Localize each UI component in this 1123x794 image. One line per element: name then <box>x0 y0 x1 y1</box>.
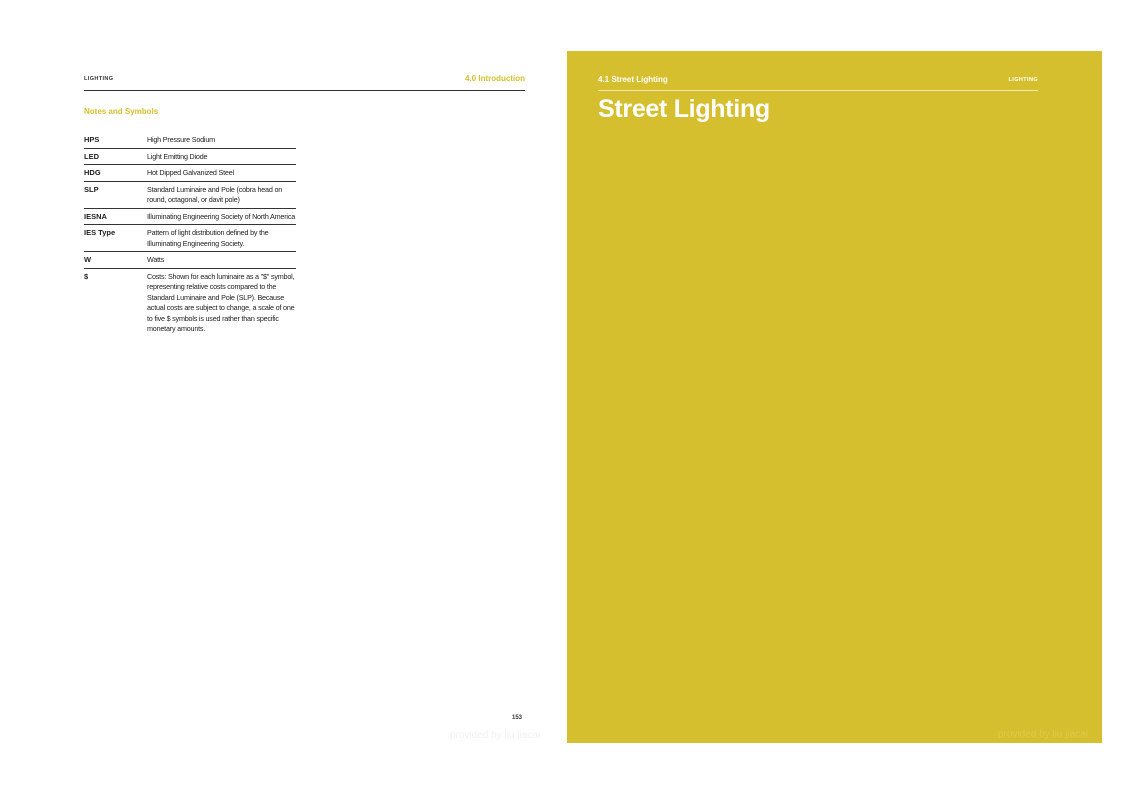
symbol-abbreviation: IESNA <box>84 211 107 221</box>
watermark: provided by liu jiacai <box>450 730 541 741</box>
table-row <box>84 252 296 269</box>
symbol-abbreviation: HPS <box>84 135 100 144</box>
symbol-abbreviation: HDG <box>84 168 101 177</box>
symbol-definition: Watts <box>147 255 165 264</box>
table-row <box>84 225 296 252</box>
symbol-definition: Standard Luminaire and Pole (cobra head on round, octagonal, or davit pole) <box>147 184 283 204</box>
symbol-abbreviation: $ <box>84 271 89 281</box>
table-row <box>84 209 296 226</box>
page-title: Street Lighting <box>598 95 770 123</box>
right-page <box>567 51 1102 743</box>
table-row <box>84 269 296 337</box>
symbol-definition: Hot Dipped Galvanized Steel <box>147 168 234 177</box>
chapter-label: 4.0 Introduction <box>465 74 525 83</box>
symbol-abbreviation: IES Type <box>84 228 116 237</box>
symbol-definition: High Pressure Sodium <box>147 135 215 144</box>
symbol-definition: Costs: Shown for each luminaire as a "$" symbol, representing relative costs compared to the Standard Luminaire and Pole (SLP). Because actual costs are subject to change, a scale of one to five $ symbols is used rather than specific monetary amounts. <box>147 271 295 333</box>
left-page-header <box>84 74 525 91</box>
symbol-definition: Pattern of light distribution defined by the Illuminating Engineering Society. <box>147 228 269 248</box>
symbol-definition: Light Emitting Diode <box>147 151 208 161</box>
chapter-label: 4.1 Street Lighting <box>598 75 668 84</box>
symbols-table <box>84 132 296 337</box>
symbol-definition: Illuminating Engineering Society of North America <box>147 211 296 221</box>
notes-heading: Notes and Symbols <box>84 107 159 116</box>
section-label: LIGHTING <box>1008 77 1038 83</box>
table-row <box>84 149 296 166</box>
right-page-header <box>598 74 1038 91</box>
table-row <box>84 132 296 149</box>
section-label: LIGHTING <box>84 76 114 82</box>
table-row <box>84 165 296 182</box>
watermark: provided by liu jiacai <box>997 729 1088 740</box>
symbol-abbreviation: W <box>84 255 92 264</box>
page-number: 153 <box>512 715 523 721</box>
symbol-abbreviation: SLP <box>84 184 99 194</box>
symbol-abbreviation: LED <box>84 151 99 161</box>
table-row <box>84 182 296 209</box>
